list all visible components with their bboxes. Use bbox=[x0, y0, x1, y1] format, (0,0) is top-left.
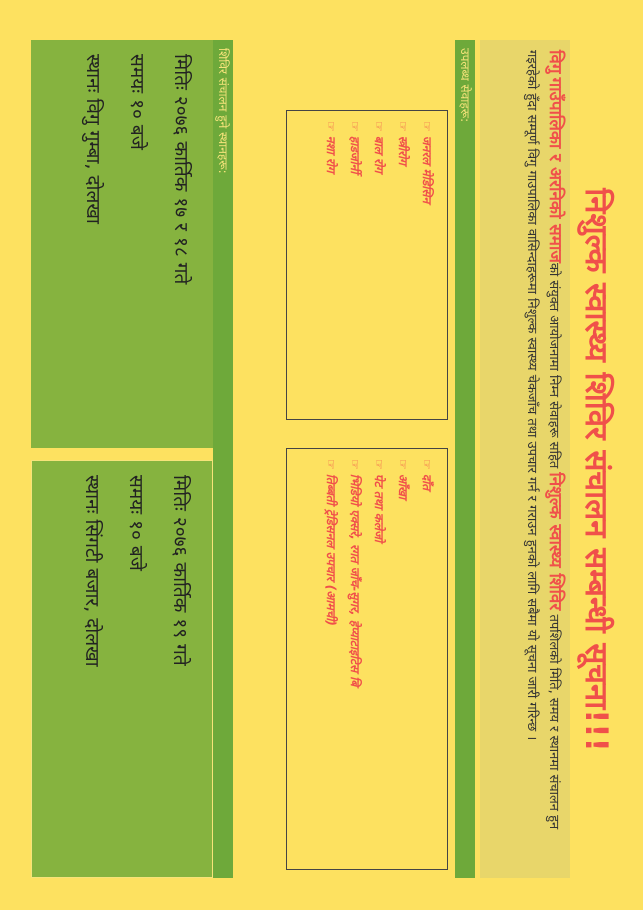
service-item-left-4 bbox=[319, 121, 343, 409]
services-list-right bbox=[311, 449, 447, 869]
service-label: हाडजोर्नी bbox=[348, 135, 362, 174]
pointing-hand-icon: ☞ bbox=[348, 121, 362, 132]
service-item-left-1 bbox=[391, 121, 415, 409]
services-list-left bbox=[311, 111, 447, 419]
pointing-hand-icon: ☞ bbox=[324, 459, 338, 470]
service-item-left-3 bbox=[343, 121, 367, 409]
location-block-1 bbox=[31, 40, 213, 448]
intro-highlight-organizers: गाउँपालिका र अरनिको समाज bbox=[545, 77, 565, 263]
pointing-hand-icon: ☞ bbox=[372, 459, 386, 470]
intro-highlight-camp: निशुल्क स्वास्थ्य शिविर bbox=[545, 472, 565, 611]
notice-title: निशुल्क स्वास्थ्य शिविर संचालन सम्बन्धी सूचना!!! bbox=[578, 188, 614, 752]
services-box-right bbox=[286, 448, 448, 870]
service-label: नशा रोग bbox=[324, 135, 338, 173]
location-block-2 bbox=[31, 460, 213, 878]
service-label: बाल रोग bbox=[372, 135, 386, 173]
location1-date: मितिः २०७६ कार्तिक १७ र १८ गते bbox=[170, 54, 192, 285]
location1-time: समयः १० बजे bbox=[126, 54, 148, 150]
pointing-hand-icon: ☞ bbox=[372, 121, 386, 132]
locations-heading: शिविर संचालन हुने स्थानहरू: bbox=[216, 48, 230, 174]
service-item-right-1 bbox=[391, 459, 415, 859]
pointing-hand-icon: ☞ bbox=[324, 121, 338, 132]
service-item-right-2 bbox=[367, 459, 391, 859]
location2-date: मितिः २०७६ कार्तिक १९ गते bbox=[169, 475, 191, 666]
service-item-left-0 bbox=[415, 121, 439, 409]
service-label: जनरल मेडिसिन bbox=[420, 135, 434, 204]
service-label: दाँत bbox=[420, 473, 434, 491]
service-label: पेट तथा कलेजो bbox=[372, 473, 386, 542]
services-heading-bar bbox=[455, 40, 475, 878]
pointing-hand-icon: ☞ bbox=[420, 121, 434, 132]
services-box-left bbox=[286, 110, 448, 420]
service-label: आँखा bbox=[396, 473, 410, 499]
intro-paragraph bbox=[480, 40, 570, 878]
location2-time: समयः १० बजे bbox=[125, 475, 147, 571]
pointing-hand-icon: ☞ bbox=[348, 459, 362, 470]
location2-place: स्थानः सिंगटी बजार, दोलखा bbox=[81, 475, 103, 667]
service-item-right-3 bbox=[343, 459, 367, 859]
service-label: स्त्रीरोग bbox=[396, 135, 410, 165]
rotated-notice bbox=[18, 20, 628, 890]
intro-highlight-bigu: विगु bbox=[545, 50, 565, 74]
services-heading: उपलब्ध सेवाहरू: bbox=[458, 48, 472, 123]
intro-text-1: को संयुक्त आयोजनामा निम्न सेवाहरू सहित bbox=[546, 262, 561, 469]
service-item-left-2 bbox=[367, 121, 391, 409]
locations-heading-bar bbox=[213, 40, 233, 878]
pointing-hand-icon: ☞ bbox=[420, 459, 434, 470]
service-label: भिडियो एक्सरे, रगत जाँच-सुगर, हेप्याटाइटिस बि bbox=[348, 473, 362, 687]
intro-text-2: तपशिलको मिति, समय र स्थानमा संचालन हुन गइरहेको हुँदा सम्पूर्ण विगु गाउपालिका वासिन्दाहरूमा निशुल्क स्वास्थ्य चेकजाँच तथा उपचार गर्न र गराउन हुनको लागि सबैमा यो सूचना जारी गरिन्छ । bbox=[524, 50, 561, 830]
service-item-right-4 bbox=[319, 459, 343, 859]
pointing-hand-icon: ☞ bbox=[396, 459, 410, 470]
location1-place: स्थानः विगु गुम्बा, दोलखा bbox=[82, 54, 104, 224]
pointing-hand-icon: ☞ bbox=[396, 121, 410, 132]
service-item-right-0 bbox=[415, 459, 439, 859]
service-label: तिब्बती ट्रेडिसनल उपचार (आमची) bbox=[324, 473, 338, 626]
